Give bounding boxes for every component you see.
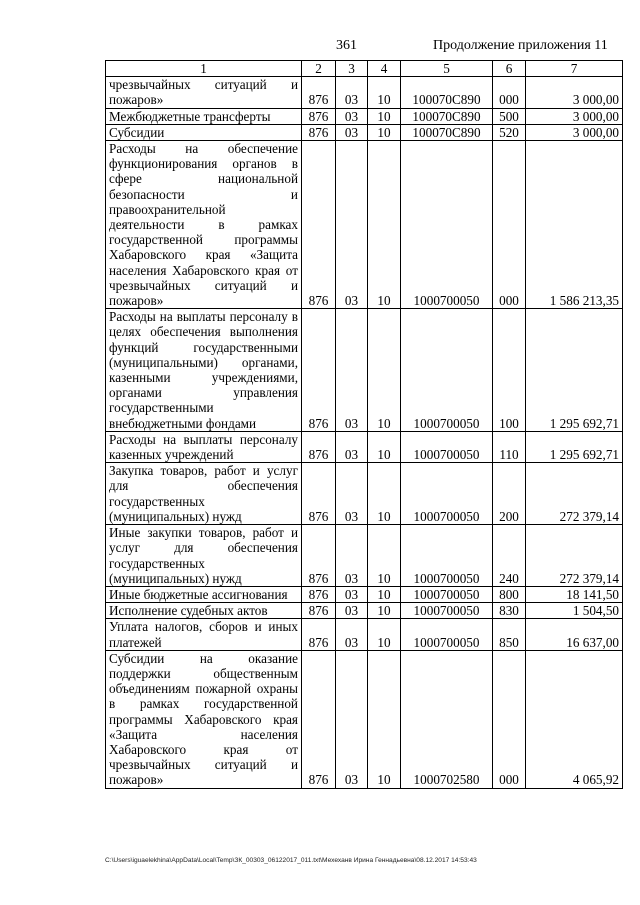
row-subsection: 10 bbox=[368, 525, 401, 587]
row-ministry-code: 876 bbox=[302, 463, 336, 525]
continuation-title: Продолжение приложения 11 bbox=[433, 38, 608, 53]
row-expense-type: 000 bbox=[493, 141, 526, 309]
column-header: 6 bbox=[493, 61, 526, 77]
row-ministry-code: 876 bbox=[302, 586, 336, 602]
row-target-item: 1000700050 bbox=[401, 586, 493, 602]
row-target-item: 1000700050 bbox=[401, 309, 493, 432]
table-row bbox=[106, 77, 623, 108]
column-header: 1 bbox=[106, 61, 302, 77]
row-section: 03 bbox=[336, 141, 368, 309]
column-header: 4 bbox=[368, 61, 401, 77]
row-expense-type: 200 bbox=[493, 463, 526, 525]
row-target-item: 100070С890 bbox=[401, 108, 493, 124]
row-description: Субсидии на оказание поддержки общественным объединениям пожарной охраны в рамках государственной программы Хабаровского края «Защита населения Хабаровского края от чрезвычайных ситуаций и пожаров» bbox=[106, 650, 302, 788]
row-section: 03 bbox=[336, 650, 368, 788]
row-amount: 1 504,50 bbox=[526, 603, 623, 619]
row-ministry-code: 876 bbox=[302, 619, 336, 650]
row-subsection: 10 bbox=[368, 586, 401, 602]
row-amount: 3 000,00 bbox=[526, 108, 623, 124]
table-row bbox=[106, 108, 623, 124]
row-amount: 3 000,00 bbox=[526, 77, 623, 108]
row-target-item: 1000700050 bbox=[401, 603, 493, 619]
row-ministry-code: 876 bbox=[302, 431, 336, 462]
table-row bbox=[106, 463, 623, 525]
row-expense-type: 110 bbox=[493, 431, 526, 462]
row-ministry-code: 876 bbox=[302, 77, 336, 108]
row-section: 03 bbox=[336, 463, 368, 525]
table-row bbox=[106, 141, 623, 309]
row-section: 03 bbox=[336, 108, 368, 124]
row-ministry-code: 876 bbox=[302, 650, 336, 788]
row-description: Расходы на выплаты персоналу в целях обеспечения выполнения функций государственными (муниципальными) органами, казенными учреждениями, органами управления государственными внебюджетными фондами bbox=[106, 309, 302, 432]
row-amount: 1 295 692,71 bbox=[526, 431, 623, 462]
page-number: 361 bbox=[336, 38, 357, 53]
row-section: 03 bbox=[336, 586, 368, 602]
row-section: 03 bbox=[336, 77, 368, 108]
column-header: 2 bbox=[302, 61, 336, 77]
row-description: Межбюджетные трансферты bbox=[106, 108, 302, 124]
table-row bbox=[106, 650, 623, 788]
row-expense-type: 830 bbox=[493, 603, 526, 619]
table-row bbox=[106, 586, 623, 602]
row-ministry-code: 876 bbox=[302, 309, 336, 432]
row-expense-type: 800 bbox=[493, 586, 526, 602]
row-section: 03 bbox=[336, 431, 368, 462]
row-expense-type: 000 bbox=[493, 650, 526, 788]
row-description: Уплата налогов, сборов и иных платежей bbox=[106, 619, 302, 650]
column-header: 3 bbox=[336, 61, 368, 77]
row-target-item: 1000700050 bbox=[401, 141, 493, 309]
row-amount: 1 586 213,35 bbox=[526, 141, 623, 309]
row-expense-type: 100 bbox=[493, 309, 526, 432]
row-expense-type: 000 bbox=[493, 77, 526, 108]
row-subsection: 10 bbox=[368, 463, 401, 525]
row-ministry-code: 876 bbox=[302, 603, 336, 619]
row-description: Закупка товаров, работ и услуг для обеспечения государственных (муниципальных) нужд bbox=[106, 463, 302, 525]
row-section: 03 bbox=[336, 309, 368, 432]
row-ministry-code: 876 bbox=[302, 141, 336, 309]
table-row bbox=[106, 124, 623, 140]
row-section: 03 bbox=[336, 619, 368, 650]
column-header: 5 bbox=[401, 61, 493, 77]
row-subsection: 10 bbox=[368, 650, 401, 788]
table-row bbox=[106, 603, 623, 619]
table-row bbox=[106, 431, 623, 462]
row-target-item: 1000700050 bbox=[401, 619, 493, 650]
row-target-item: 1000700050 bbox=[401, 525, 493, 587]
row-amount: 18 141,50 bbox=[526, 586, 623, 602]
table-header-row bbox=[106, 61, 623, 77]
row-amount: 1 295 692,71 bbox=[526, 309, 623, 432]
table-row bbox=[106, 309, 623, 432]
budget-table bbox=[105, 60, 623, 789]
row-subsection: 10 bbox=[368, 619, 401, 650]
row-section: 03 bbox=[336, 124, 368, 140]
row-amount: 3 000,00 bbox=[526, 124, 623, 140]
row-subsection: 10 bbox=[368, 124, 401, 140]
row-amount: 272 379,14 bbox=[526, 525, 623, 587]
row-description: Иные бюджетные ассигнования bbox=[106, 586, 302, 602]
row-amount: 272 379,14 bbox=[526, 463, 623, 525]
row-ministry-code: 876 bbox=[302, 108, 336, 124]
file-path-footer: C:\Users\iguaelekhina\AppData\Local\Temp\ЗК_00303_06122017_011.txt\Мехеханв Ирина Геннадьевна\08.12.2017 14:53:43 bbox=[105, 857, 477, 864]
table-row bbox=[106, 619, 623, 650]
row-ministry-code: 876 bbox=[302, 525, 336, 587]
row-target-item: 1000700050 bbox=[401, 463, 493, 525]
row-description: Расходы на обеспечение функционирования органов в сфере национальной безопасности и правоохранительной деятельности в рамках государственной программы Хабаровского края «Защита населения Хабаровского края от чрезвычайных ситуаций и пожаров» bbox=[106, 141, 302, 309]
row-amount: 16 637,00 bbox=[526, 619, 623, 650]
row-section: 03 bbox=[336, 525, 368, 587]
row-subsection: 10 bbox=[368, 309, 401, 432]
row-expense-type: 850 bbox=[493, 619, 526, 650]
row-ministry-code: 876 bbox=[302, 124, 336, 140]
row-target-item: 100070С890 bbox=[401, 124, 493, 140]
row-section: 03 bbox=[336, 603, 368, 619]
row-description: Расходы на выплаты персоналу казенных учреждений bbox=[106, 431, 302, 462]
row-subsection: 10 bbox=[368, 141, 401, 309]
row-description: чрезвычайных ситуаций и пожаров» bbox=[106, 77, 302, 108]
row-amount: 4 065,92 bbox=[526, 650, 623, 788]
row-subsection: 10 bbox=[368, 108, 401, 124]
table-row bbox=[106, 525, 623, 587]
row-description: Субсидии bbox=[106, 124, 302, 140]
row-description: Исполнение судебных актов bbox=[106, 603, 302, 619]
row-subsection: 10 bbox=[368, 603, 401, 619]
row-target-item: 1000702580 bbox=[401, 650, 493, 788]
row-description: Иные закупки товаров, работ и услуг для обеспечения государственных (муниципальных) нужд bbox=[106, 525, 302, 587]
row-target-item: 1000700050 bbox=[401, 431, 493, 462]
column-header: 7 bbox=[526, 61, 623, 77]
row-expense-type: 520 bbox=[493, 124, 526, 140]
row-expense-type: 500 bbox=[493, 108, 526, 124]
row-expense-type: 240 bbox=[493, 525, 526, 587]
row-subsection: 10 bbox=[368, 431, 401, 462]
row-target-item: 100070С890 bbox=[401, 77, 493, 108]
row-subsection: 10 bbox=[368, 77, 401, 108]
